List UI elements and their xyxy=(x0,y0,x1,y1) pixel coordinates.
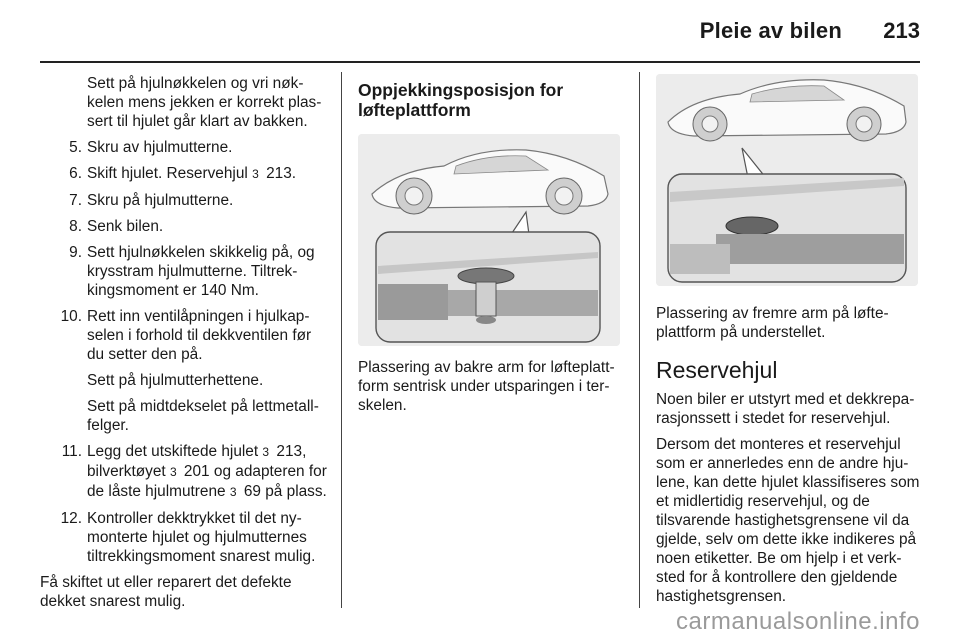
column-lift-positions xyxy=(358,74,626,422)
list-item: 5. Skru av hjulmutterne. xyxy=(69,139,233,156)
rear-arm-illustration xyxy=(358,134,620,346)
column-spare-wheel xyxy=(656,74,924,613)
figure-caption: Plassering av bakre arm for løfteplattform sentrisk under utsparingen i terskelen. xyxy=(358,359,615,414)
section-title: Reservehjul xyxy=(656,357,778,383)
paragraph: Dersom det monteres et reservehjul som er annerledes enn de andre hjulene, kan dette hjulet klassifiseres som et midlertidig reservehjul, og de tilsvarende hastighetsgrensene vil da gjelde, selv om dette ikke indikeres på noen etiketter. Be om hjelp i et verksted for å kontrollere den gjeldende hastighetsgrensen. xyxy=(656,436,920,605)
column-divider-2 xyxy=(639,72,640,608)
page-ref-icon: 3 xyxy=(229,485,237,499)
list-item: 9. Sett hjulnøkkelen skikkelig på, og krysstram hjulmutterne. Tiltrekkingsmoment er 140 Nm. xyxy=(69,244,315,299)
section-heading: Oppjekkingsposisjon for løfteplattform xyxy=(358,80,564,120)
figure-caption: Plassering av fremre arm på løfteplattform på understellet. xyxy=(656,305,889,341)
list-item: 10. Rett inn ventilåpningen i hjulkapselen i forhold til dekkventilen før du setter den på. Sett på hjulmutterhettene. Sett på midtdekselet på lettmetallfelger. xyxy=(60,308,319,434)
column-divider-1 xyxy=(341,72,342,608)
paragraph: Noen biler er utstyrt med et dekkreparasjonssett i stedet for reservehjul. xyxy=(656,391,915,427)
page-ref-icon: 3 xyxy=(169,465,177,479)
watermark: carmanualsonline.info xyxy=(676,608,920,635)
list-item: 11. Legg det utskiftede hjulet 3 213, bilverktøyet 3 201 og adapteren for de låste hjulmutrene 3 69 på plass. xyxy=(61,443,327,500)
list-item: 7. Skru på hjulmutterne. xyxy=(69,192,234,209)
page-ref-icon: 3 xyxy=(252,167,259,181)
list-item: 12. Kontroller dekktrykket til det nymonterte hjulet og hjulmutternes tiltrekkingsmoment snarest mulig. xyxy=(60,510,316,565)
page-header xyxy=(0,0,960,62)
page-title: Pleie av bilen xyxy=(699,18,842,43)
header-rule xyxy=(40,61,920,63)
closing-text: Få skiftet ut eller reparert det defekte dekket snarest mulig. xyxy=(40,574,292,610)
page-number: 213 xyxy=(883,18,920,43)
page-ref-icon: 3 xyxy=(262,445,270,459)
list-item: 8. Senk bilen. xyxy=(69,218,164,235)
column-instructions xyxy=(40,74,328,618)
list-item: 6. Skift hjulet. Reservehjul 3 213. xyxy=(69,165,297,182)
lead-text: Sett på hjulnøkkelen og vri nøkkelen mens jekken er korrekt plassert til hjulet går klart av bakken. xyxy=(87,75,322,130)
front-arm-illustration xyxy=(656,74,918,286)
